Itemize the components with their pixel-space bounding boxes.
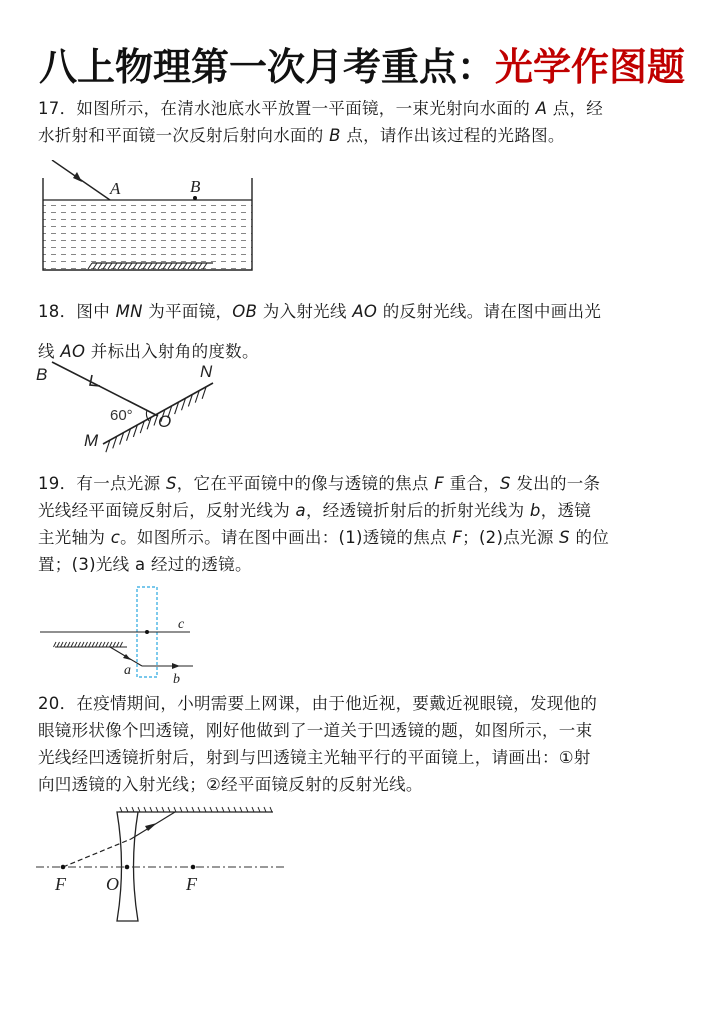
question-line: 水折射和平面镜一次反射后射向水面的 B 点，请作出该过程的光路图。	[38, 126, 565, 145]
hatch-mark	[270, 807, 272, 812]
hatch-mark	[162, 807, 164, 812]
question-line: 20．在疫情期间，小明需要上网课，由于他近视，要戴近视眼镜，发现他的	[38, 694, 598, 713]
hatch-mark	[156, 807, 158, 812]
hatch-mark	[216, 807, 218, 812]
question-19-text	[38, 470, 688, 578]
mirror-hatching	[54, 642, 123, 647]
hatch-mark	[180, 807, 182, 812]
figure-17-water-pool	[30, 160, 270, 280]
question-line: 眼镜形状像个凹透镜，刚好他做到了一道关于凹透镜的题，如图所示，一束	[38, 721, 593, 740]
figure-20-concave-lens	[30, 800, 290, 930]
label-b: b	[173, 672, 180, 685]
variable-symbol: AO	[60, 342, 86, 361]
lens-center-dot	[145, 630, 149, 634]
variable-symbol: a	[295, 501, 306, 520]
question-line: 线 AO 并标出入射角的度数。	[38, 342, 259, 361]
figure-18-mirror	[30, 355, 240, 455]
focal-point-right	[191, 865, 196, 870]
hatch-mark	[85, 642, 88, 647]
label-n: N	[200, 362, 213, 381]
question-line: 光线经凹透镜折射后，射到与凹透镜主光轴平行的平面镜上，请画出：①射	[38, 748, 591, 767]
page-title	[0, 42, 724, 92]
angle-label: 60°	[110, 407, 133, 424]
question-number: 19．	[38, 474, 77, 493]
variable-symbol: A	[535, 99, 548, 118]
hatch-mark	[210, 807, 212, 812]
hatch-mark	[117, 642, 120, 647]
hatch-mark	[186, 807, 188, 812]
hatch-mark	[252, 807, 254, 812]
question-line: 向凹透镜的入射光线；②经平面镜反射的反射光线。	[38, 775, 423, 794]
ray-b-arrow-icon	[172, 663, 180, 669]
variable-symbol: F	[434, 474, 445, 493]
label-b: B	[190, 177, 201, 196]
label-c: c	[178, 617, 185, 632]
hatch-mark	[264, 807, 266, 812]
hatch-mark	[222, 807, 224, 812]
hatch-mark	[168, 807, 170, 812]
question-line: 19．有一点光源 S，它在平面镜中的像与透镜的焦点 F 重合，S 发出的一条	[38, 474, 601, 493]
variable-symbol: F	[452, 528, 463, 547]
variable-symbol: AO	[352, 302, 378, 321]
hatch-mark	[240, 807, 242, 812]
label-o: O	[106, 874, 119, 894]
hatch-mark	[198, 807, 200, 812]
question-line: 置；(3)光线 a 经过的透镜。	[38, 555, 252, 574]
variable-symbol: c	[110, 528, 121, 547]
hatch-mark	[258, 807, 260, 812]
variable-symbol: S	[165, 474, 177, 493]
hatch-mark	[234, 807, 236, 812]
hatch-mark	[110, 642, 113, 647]
mirror-hatching	[120, 807, 272, 812]
hatch-mark	[57, 642, 60, 647]
hatch-mark	[103, 642, 106, 647]
label-o: O	[158, 412, 172, 431]
title-main: 八上物理第一次月考重点：	[38, 44, 495, 89]
question-number: 20．	[38, 694, 77, 713]
ray-arrow-icon	[73, 172, 82, 182]
question-line: 18．图中 MN 为平面镜，OB 为入射光线 AO 的反射光线。请在图中画出光	[38, 302, 602, 321]
hatch-mark	[92, 642, 95, 647]
hatch-mark	[246, 807, 248, 812]
label-f-right: F	[186, 874, 197, 894]
variable-symbol: OB	[232, 302, 258, 321]
figure-19-lens-setup	[30, 580, 210, 685]
hatch-mark	[120, 807, 122, 812]
hatch-mark	[106, 642, 109, 647]
question-line: 主光轴为 c。如图所示。请在图中画出：(1)透镜的焦点 F；(2)点光源 S 的位	[38, 528, 610, 547]
reflected-ray-ob	[52, 362, 158, 416]
hatch-mark	[126, 807, 128, 812]
question-number: 18．	[38, 302, 77, 321]
hatch-mark	[54, 642, 57, 647]
hatch-mark	[68, 642, 71, 647]
hatch-mark	[71, 642, 74, 647]
hatch-mark	[89, 642, 92, 647]
hatch-mark	[113, 642, 116, 647]
hatch-mark	[174, 807, 176, 812]
label-a: a	[124, 663, 131, 678]
hatch-mark	[204, 807, 206, 812]
label-a: A	[110, 179, 121, 198]
point-b	[193, 196, 197, 200]
focal-point-left	[61, 865, 66, 870]
hatch-mark	[99, 642, 102, 647]
hatch-mark	[144, 807, 146, 812]
hatch-mark	[132, 807, 134, 812]
label-m: M	[84, 431, 99, 450]
question-line: 光线经平面镜反射后，反射光线为 a，经透镜折射后的折射光线为 b，透镜	[38, 501, 592, 520]
label-b: B	[36, 365, 48, 384]
hatch-mark	[78, 642, 81, 647]
variable-symbol: MN	[115, 302, 143, 321]
hatch-mark	[228, 807, 230, 812]
variable-symbol: S	[500, 474, 511, 493]
hatch-mark	[82, 642, 85, 647]
question-17-text	[38, 95, 688, 149]
hatch-mark	[64, 642, 67, 647]
variable-symbol: B	[329, 126, 341, 145]
question-20-text	[38, 690, 688, 798]
label-f-left: F	[55, 874, 66, 894]
water-body	[43, 200, 252, 270]
optical-center	[125, 865, 130, 870]
question-line: 17．如图所示，在清水池底水平放置一平面镜，一束光射向水面的 A 点，经	[38, 99, 604, 118]
hatch-mark	[150, 807, 152, 812]
hatch-mark	[192, 807, 194, 812]
hatch-mark	[138, 807, 140, 812]
hatch-mark	[75, 642, 78, 647]
hatch-mark	[120, 642, 123, 647]
variable-symbol: S	[559, 528, 570, 547]
question-number: 17．	[38, 99, 77, 118]
title-highlight: 光学作图题	[495, 44, 686, 89]
hatch-mark	[96, 642, 99, 647]
hatch-mark	[61, 642, 64, 647]
variable-symbol: b	[529, 501, 541, 520]
